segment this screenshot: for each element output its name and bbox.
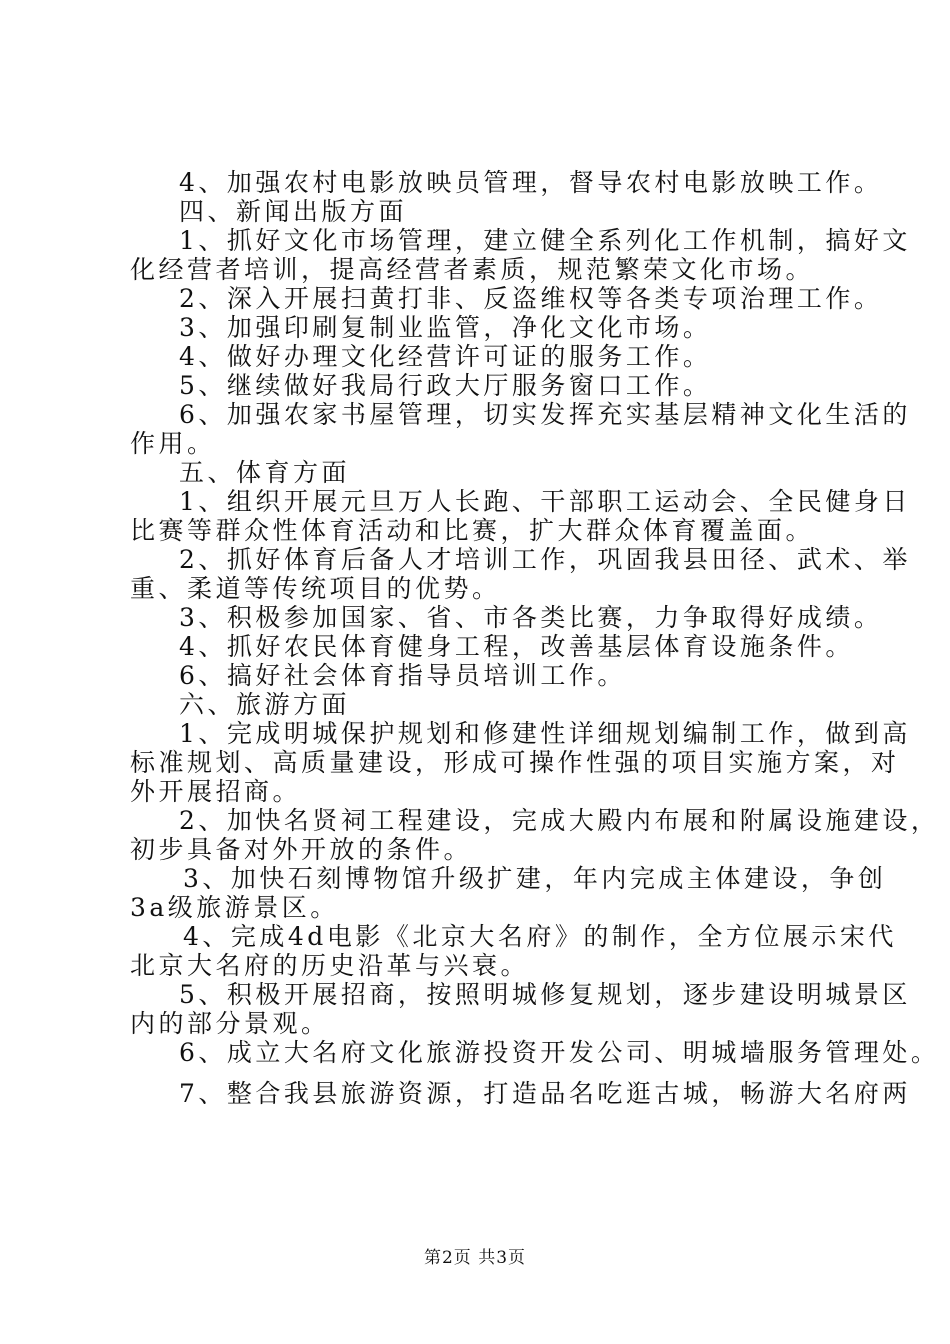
paragraph-line: 标准规划、高质量建设，形成可操作性强的项目实施方案，对 bbox=[130, 748, 900, 777]
paragraph-line: 3a级旅游景区。 bbox=[130, 893, 339, 922]
paragraph-line: 2、深入开展扫黄打非、反盗维权等各类专项治理工作。 bbox=[179, 284, 883, 313]
section-heading: 五、体育方面 bbox=[179, 458, 351, 487]
paragraph-line: 6、成立大名府文化旅游投资开发公司、明城墙服务管理处。 bbox=[179, 1038, 940, 1067]
paragraph-gap bbox=[130, 1067, 830, 1079]
paragraph-line: 化经营者培训，提高经营者素质，规范繁荣文化市场。 bbox=[130, 255, 815, 284]
document-body bbox=[130, 168, 940, 1108]
paragraph-line: 4、完成4d电影《北京大名府》的制作，全方位展示宋代 bbox=[183, 922, 897, 951]
paragraph-line: 3、积极参加国家、省、市各类比赛，力争取得好成绩。 bbox=[179, 603, 883, 632]
paragraph-line: 北京大名府的历史沿革与兴衰。 bbox=[130, 951, 530, 980]
paragraph-line: 6、搞好社会体育指导员培训工作。 bbox=[179, 661, 626, 690]
paragraph-line: 内的部分景观。 bbox=[130, 1009, 330, 1038]
paragraph-line: 作用。 bbox=[130, 429, 216, 458]
paragraph-line: 6、加强农家书屋管理，切实发挥充实基层精神文化生活的 bbox=[179, 400, 911, 429]
paragraph-line: 7、整合我县旅游资源，打造品名吃逛古城，畅游大名府两 bbox=[179, 1079, 911, 1108]
section-heading: 六、旅游方面 bbox=[179, 690, 351, 719]
paragraph-line: 5、继续做好我局行政大厅服务窗口工作。 bbox=[179, 371, 712, 400]
paragraph-line: 初步具备对外开放的条件。 bbox=[130, 835, 473, 864]
paragraph-line: 比赛等群众性体育活动和比赛，扩大群众体育覆盖面。 bbox=[130, 516, 815, 545]
paragraph-line: 外开展招商。 bbox=[130, 777, 302, 806]
paragraph-line: 1、完成明城保护规划和修建性详细规划编制工作，做到高 bbox=[179, 719, 911, 748]
paragraph-line: 2、抓好体育后备人才培训工作，巩固我县田径、武术、举 bbox=[179, 545, 911, 574]
section-heading: 四、新闻出版方面 bbox=[179, 197, 408, 226]
paragraph-line: 2、加快名贤祠工程建设，完成大殿内布展和附属设施建设， bbox=[179, 806, 940, 835]
page-footer: 第2页 共3页 bbox=[423, 1248, 527, 1268]
paragraph-line: 3、加快石刻博物馆升级扩建，年内完成主体建设，争创 bbox=[183, 864, 887, 893]
paragraph-line: 5、积极开展招商，按照明城修复规划，逐步建设明城景区 bbox=[179, 980, 911, 1009]
paragraph-line: 4、做好办理文化经营许可证的服务工作。 bbox=[179, 342, 712, 371]
paragraph-line: 1、组织开展元旦万人长跑、干部职工运动会、全民健身日 bbox=[179, 487, 911, 516]
paragraph-line: 1、抓好文化市场管理，建立健全系列化工作机制，搞好文 bbox=[179, 226, 911, 255]
paragraph-line: 4、抓好农民体育健身工程，改善基层体育设施条件。 bbox=[179, 632, 854, 661]
paragraph-line: 3、加强印刷复制业监管，净化文化市场。 bbox=[179, 313, 712, 342]
paragraph-line: 4、加强农村电影放映员管理，督导农村电影放映工作。 bbox=[179, 168, 883, 197]
paragraph-line: 重、柔道等传统项目的优势。 bbox=[130, 574, 501, 603]
